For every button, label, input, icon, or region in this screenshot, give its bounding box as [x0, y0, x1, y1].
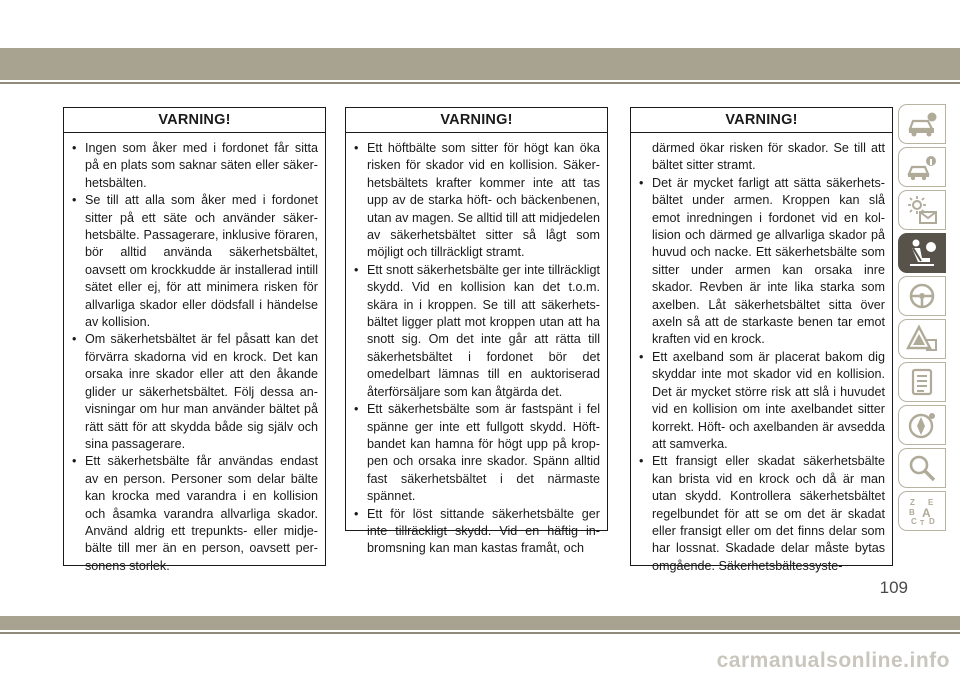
warning-item: • Ett fransigt eller skadat säkerhetsbälte kan brista vid en krock och då är man utan skydd. Kontrollera säkerhetsbältet regelbundet för att se om det är skadat eller fransigt eller om det finns delar som har lossnat. Skadade delar måste bytas omgående. Säkerhetsbältessyste- [639, 453, 885, 575]
emergency-triangle-icon [906, 324, 938, 354]
car-info-icon [906, 109, 938, 139]
svg-text:E: E [928, 498, 934, 507]
chapter-tab[interactable] [898, 448, 946, 488]
warning-list [639, 175, 885, 575]
warning-item: • Det är mycket farligt att sätta säkerhetsbältet under armen. Kroppen kan slå emot inredningen i fordonet vid en kollision och därmed ge allvarliga skador på huvud och nacke. Ett säkerhetsbälte som sitter under armen kan orsaka inre skador. Revben är inte lika starka som axelben. Låt säkerhetsbältet sitta över axeln så att de starkaste benen tar emot kraften vid en krock. [639, 175, 885, 349]
warning-title: VARNING! [631, 108, 892, 133]
svg-text:T: T [920, 520, 925, 526]
warning-list [354, 140, 600, 558]
chapter-tab[interactable] [898, 104, 946, 144]
top-decorative-band [0, 48, 960, 80]
chapter-tab[interactable] [898, 319, 946, 359]
warning-item: • Ett säkerhetsbälte får användas endast av en person. Personer som delar bälte kan krocka med varandra i en kollision och åsamka varandra allvarliga skador. Använd aldrig ett trepunkts- eller midjebälte till mer än en person, oavsett personens storlek. [72, 453, 318, 575]
bottom-divider-line [0, 632, 960, 634]
chapter-tab[interactable] [898, 362, 946, 402]
navigation-music-icon [906, 410, 938, 440]
bottom-decorative-band [0, 616, 960, 630]
warning-box-2 [345, 107, 608, 556]
warning-title: VARNING! [64, 108, 325, 133]
svg-text:Z: Z [910, 498, 915, 507]
warning-box-3 [630, 107, 893, 573]
warning-continuation: därmed ökar risken för skador. Se till att bältet sitter stramt. [652, 141, 885, 173]
top-divider-line [0, 82, 960, 84]
chapter-tab[interactable] [898, 405, 946, 445]
warning-item: • Se till att alla som åker med i fordonet sitter på ett säte och använder säkerhetsbälte. Passagerare, inklusive föraren, bör alltid använda säkerhetsbältet, oavsett om krockkudde är installerad intill sätet eller ej, för att minimera risken för allvarliga skador eller dödsfall i händelse av kollision. [72, 192, 318, 331]
chapter-tab-active[interactable] [898, 233, 946, 273]
warning-item: • Ett för löst sittande säkerhetsbälte ger inte tillräckligt skydd. Vid en häftig inbromsning kan man kastas framåt, och [354, 506, 600, 558]
steering-wheel-icon [906, 281, 938, 311]
chapter-tab[interactable] [898, 276, 946, 316]
warning-title: VARNING! [346, 108, 607, 133]
warning-box-1 [63, 107, 326, 573]
car-key-info-icon [906, 152, 938, 182]
maintenance-checklist-icon [906, 367, 938, 397]
svg-text:D: D [929, 517, 935, 526]
warning-item: • Om säkerhetsbältet är fel påsatt kan det förvärra skadorna vid en krock. Det kan orsaka inre skador eller att den åkande glider ur säkerhetsbältet. Följ dessa anvisningar om hur man använder bältet på rätt sätt för att skydda både sig själv och sina passagerare. [72, 331, 318, 453]
page-number: 109 [879, 578, 908, 597]
warning-item: • Ett säkerhetsbälte som är fastspänt i fel spänne ger inte ett fullgott skydd. Höftbandet kan hamna för högt upp på kroppen och orsaka inre skador. Spänn alltid fast säkerhetsbältet i det närmaste spännet. [354, 401, 600, 505]
search-magnifier-icon [906, 453, 938, 483]
warning-list [72, 140, 318, 575]
language-index-icon [906, 496, 938, 526]
warning-item: • Ett snott säkerhetsbälte ger inte tillräckligt skydd. Vid en kollision kan det t.o.m. skära in i kroppen. Se till att säkerhetsbältet ligger platt mot kroppen utan att ha snott sig. Om det inte går att rätta till säkerhetsbältet i fordonet bör det omedelbart lämnas till en auktoriserad återförsäljare som kan åtgärda det. [354, 262, 600, 401]
warning-item: • Ett axelband som är placerat bakom dig skyddar inte mot skador vid en kollision. Det är mycket större risk att slå i huvudet vid en kollision om inte axelbandet sitter korrekt. Höft- och axelbanden är avsedda att samverka. [639, 349, 885, 453]
warning-lights-message-icon [906, 195, 938, 225]
watermark-text: carmanualsonline.info [716, 649, 950, 672]
warning-item: • Ingen som åker med i fordonet får sitta på en plats som saknar säten eller säkerhetsbälten. [72, 140, 318, 192]
warning-item: • Ett höftbälte som sitter för högt kan öka risken för skador vid en kollision. Säkerhetsbältets krafter kommer inte att tas upp av de starka höft- och bäckenbenen, utan av magen. Se alltid till att midjedelen av säkerhetsbältet sitter så lågt som möjligt och tillräckligt stramt. [354, 140, 600, 262]
svg-text:B: B [909, 508, 915, 517]
chapter-tab[interactable] [898, 147, 946, 187]
seatbelt-airbag-icon [906, 238, 938, 268]
chapter-tab[interactable] [898, 190, 946, 230]
chapter-tab[interactable] [898, 491, 946, 531]
chapter-tabs [898, 104, 948, 534]
svg-text:C: C [911, 517, 917, 526]
svg-text:A: A [922, 506, 931, 520]
